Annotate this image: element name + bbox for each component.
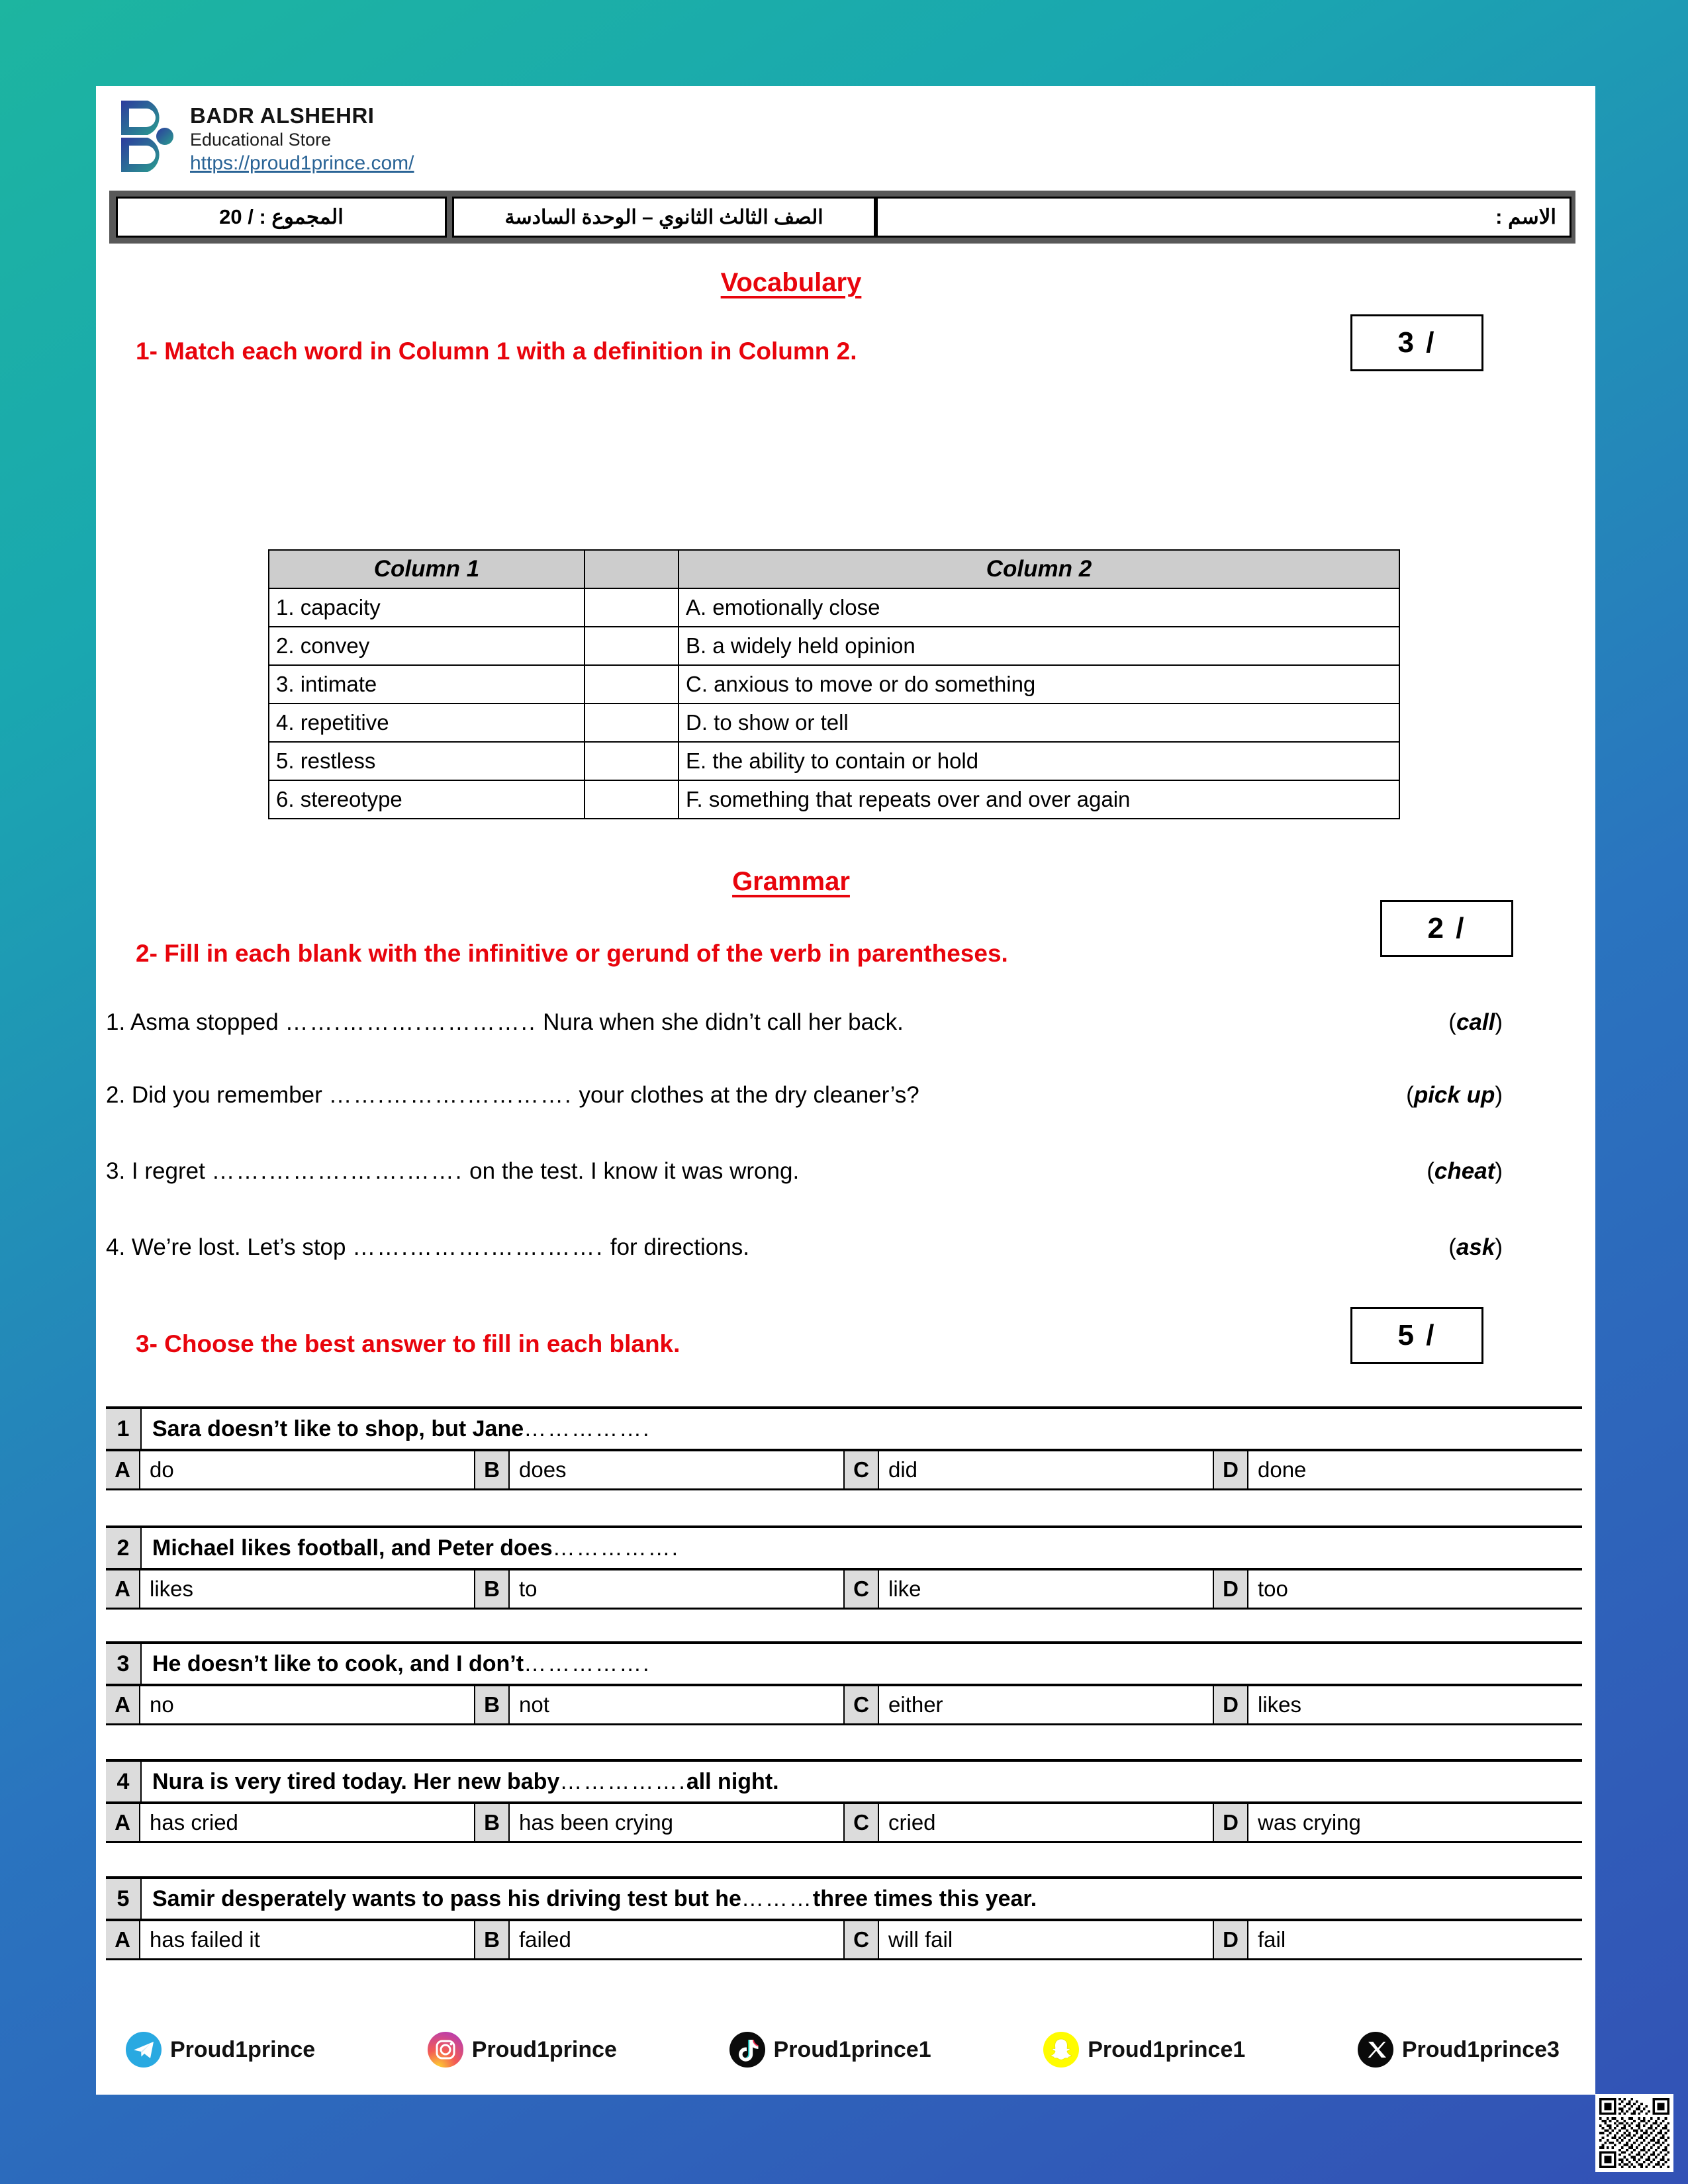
gap-text-after: Nura when she didn’t call her back. (536, 1009, 904, 1035)
option-letter: A (106, 1451, 140, 1488)
brand-subtitle: Educational Store (190, 129, 332, 150)
social-label: Proud1prince (471, 2036, 617, 2062)
question-2-heading: 2- Fill in each blank with the infinitive or gerund of the verb in parentheses. (136, 940, 1008, 967)
student-name-cell[interactable]: الاسم : (876, 197, 1571, 238)
mcq-stem-text (142, 1528, 1582, 1568)
option-value: cried (888, 1810, 936, 1835)
option-letter: C (845, 1570, 879, 1608)
mcq-block (106, 1525, 1582, 1610)
mcq-option[interactable] (845, 1451, 1214, 1488)
table-row (269, 627, 1399, 665)
answer-cell[interactable] (585, 742, 679, 780)
option-letter: D (1214, 1686, 1248, 1723)
verb-cue: (pick up) (1406, 1082, 1503, 1108)
definition-cell: F. something that repeats over and over again (679, 780, 1399, 819)
word-cell: 2. convey (269, 627, 585, 665)
mcq-stem-row (106, 1876, 1582, 1921)
mcq-option[interactable] (106, 1451, 475, 1488)
option-value: to (519, 1576, 538, 1601)
word-cell: 1. capacity (269, 588, 585, 627)
mcq-options-row (106, 1570, 1582, 1610)
option-letter: A (106, 1686, 140, 1723)
stem-before: Nura is very tired today. Her new baby (152, 1768, 560, 1794)
column-1-header: Column 1 (269, 550, 585, 588)
option-value: either (888, 1692, 943, 1717)
mcq-stem-text (142, 1409, 1582, 1449)
answer-cell[interactable] (585, 588, 679, 627)
mcq-block (106, 1406, 1582, 1490)
mcq-option[interactable] (1214, 1921, 1582, 1958)
x-icon (1357, 2031, 1394, 2068)
answer-cell[interactable] (585, 780, 679, 819)
definition-cell: E. the ability to contain or hold (679, 742, 1399, 780)
answer-cell[interactable] (585, 665, 679, 704)
gap-blank[interactable]: …….……….…………. (328, 1082, 573, 1108)
option-value: did (888, 1457, 918, 1482)
mcq-number: 2 (106, 1528, 142, 1568)
option-letter: C (845, 1686, 879, 1723)
tiktok-icon (729, 2031, 766, 2068)
social-label: Proud1prince3 (1401, 2036, 1560, 2062)
gap-fill-item (106, 1158, 1582, 1185)
mcq-stem-text (142, 1879, 1582, 1919)
social-footer (109, 2031, 1575, 2068)
mcq-option[interactable] (1214, 1451, 1582, 1488)
stem-before: Michael likes football, and Peter does (152, 1535, 553, 1561)
gap-text-before: 1. Asma stopped (106, 1009, 285, 1035)
option-letter: C (845, 1451, 879, 1488)
option-letter: C (845, 1921, 879, 1958)
option-value: does (519, 1457, 567, 1482)
column-2-header: Column 2 (679, 550, 1399, 588)
option-value: likes (150, 1576, 194, 1601)
question-3-score-box: 5 / (1350, 1307, 1483, 1364)
option-letter: D (1214, 1451, 1248, 1488)
gap-text-after: your clothes at the dry cleaner’s? (572, 1082, 919, 1108)
mcq-option[interactable] (106, 1921, 475, 1958)
mcq-stem-row (106, 1759, 1582, 1804)
option-letter: B (475, 1921, 510, 1958)
verb-cue-word: cheat (1434, 1158, 1495, 1184)
mcq-options-row (106, 1451, 1582, 1490)
verb-cue: (ask) (1448, 1234, 1503, 1260)
gap-fill-item (106, 1234, 1582, 1261)
stem-blank: ……………. (524, 1416, 651, 1441)
option-value: failed (519, 1927, 571, 1952)
mcq-option[interactable] (106, 1570, 475, 1608)
definition-cell: C. anxious to move or do something (679, 665, 1399, 704)
mcq-option[interactable] (106, 1804, 475, 1841)
mcq-option[interactable] (475, 1804, 845, 1841)
word-cell: 5. restless (269, 742, 585, 780)
mcq-option[interactable] (475, 1451, 845, 1488)
answer-column-header (585, 550, 679, 588)
definition-cell: D. to show or tell (679, 704, 1399, 742)
table-row (269, 704, 1399, 742)
option-letter: B (475, 1451, 510, 1488)
mcq-block (106, 1876, 1582, 1960)
verb-cue: (call) (1448, 1009, 1503, 1035)
gap-blank[interactable]: …….……….………….. (285, 1009, 537, 1035)
question-2-score-box: 2 / (1380, 900, 1513, 957)
option-value: likes (1258, 1692, 1302, 1717)
mcq-number: 4 (106, 1762, 142, 1801)
option-value: has failed it (150, 1927, 260, 1952)
mcq-stem-row (106, 1641, 1582, 1686)
mcq-stem-row (106, 1525, 1582, 1570)
qr-code-image (1599, 2098, 1669, 2168)
option-letter: D (1214, 1921, 1248, 1958)
instagram-icon (427, 2031, 464, 2068)
social-tiktok[interactable] (729, 2031, 931, 2068)
mcq-block (106, 1641, 1582, 1725)
mcq-option[interactable] (475, 1686, 845, 1723)
option-value: done (1258, 1457, 1307, 1482)
mcq-stem-text (142, 1762, 1582, 1801)
verb-cue: (cheat) (1427, 1158, 1503, 1184)
stem-before: He doesn’t like to cook, and I don’t (152, 1651, 524, 1676)
mcq-option[interactable] (845, 1921, 1214, 1958)
brand-name: BADR ALSHEHRI (190, 103, 375, 128)
table-header-row (269, 550, 1399, 588)
stem-before: Sara doesn’t like to shop, but Jane (152, 1416, 524, 1441)
stem-blank: ……… (741, 1886, 813, 1911)
mcq-number: 3 (106, 1644, 142, 1684)
gap-text-before: 4. We’re lost. Let’s stop (106, 1234, 353, 1260)
stem-after: all night. (686, 1768, 779, 1794)
option-letter: A (106, 1570, 140, 1608)
definition-cell: B. a widely held opinion (679, 627, 1399, 665)
verb-cue-word: ask (1456, 1234, 1495, 1260)
option-value: do (150, 1457, 174, 1482)
gap-fill-item (106, 1082, 1582, 1109)
option-value: will fail (888, 1927, 953, 1952)
option-letter: B (475, 1804, 510, 1841)
worksheet-page (96, 86, 1595, 2095)
brand-url[interactable]: https://proud1prince.com/ (190, 152, 414, 175)
social-label: Proud1prince1 (1088, 2036, 1246, 2062)
vocabulary-match-table (268, 549, 1400, 819)
social-label: Proud1prince (170, 2036, 316, 2062)
social-label: Proud1prince1 (773, 2036, 931, 2062)
word-cell: 3. intimate (269, 665, 585, 704)
table-row (269, 742, 1399, 780)
vocabulary-section-title: Vocabulary (720, 268, 862, 297)
stem-after: three times this year. (812, 1886, 1037, 1911)
snapchat-icon (1043, 2031, 1080, 2068)
mcq-option[interactable] (845, 1804, 1214, 1841)
option-value: has cried (150, 1810, 238, 1835)
mcq-stem-text (142, 1644, 1582, 1684)
option-value: too (1258, 1576, 1288, 1601)
stem-blank: ……………. (552, 1535, 680, 1561)
option-value: was crying (1258, 1810, 1361, 1835)
stem-blank: ……………. (524, 1651, 651, 1676)
mcq-option[interactable] (106, 1686, 475, 1723)
gap-text-before: 3. I regret (106, 1158, 212, 1184)
social-telegram[interactable] (125, 2031, 315, 2068)
grammar-section-title: Grammar (732, 867, 850, 896)
mcq-option[interactable] (845, 1570, 1214, 1608)
stem-before: Samir desperately wants to pass his driving test but he (152, 1886, 741, 1911)
table-row (269, 665, 1399, 704)
table-row (269, 588, 1399, 627)
worksheet-header-bar (109, 191, 1575, 244)
question-3-heading: 3- Choose the best answer to fill in each blank. (136, 1330, 680, 1357)
option-letter: A (106, 1921, 140, 1958)
telegram-icon (125, 2031, 162, 2068)
option-letter: A (106, 1804, 140, 1841)
question-1-score-box: 3 / (1350, 314, 1483, 371)
gap-text-after: for directions. (604, 1234, 749, 1260)
mcq-number: 5 (106, 1879, 142, 1919)
option-value: fail (1258, 1927, 1286, 1952)
option-letter: D (1214, 1804, 1248, 1841)
option-letter: C (845, 1804, 879, 1841)
gap-blank[interactable]: …….……….…….……. (352, 1234, 604, 1260)
option-letter: B (475, 1570, 510, 1608)
mcq-options-row (106, 1921, 1582, 1960)
stem-blank: ……………. (559, 1768, 686, 1794)
gap-text-before: 2. Did you remember (106, 1082, 329, 1108)
word-cell: 6. stereotype (269, 780, 585, 819)
verb-cue-word: pick up (1413, 1082, 1495, 1108)
brand-logo (116, 98, 414, 176)
social-x[interactable] (1357, 2031, 1560, 2068)
total-score-cell: المجموع : / 20 (116, 197, 447, 238)
answer-cell[interactable] (585, 704, 679, 742)
option-value: not (519, 1692, 549, 1717)
badr-alshehri-logo-icon (116, 98, 182, 176)
definition-cell: A. emotionally close (679, 588, 1399, 627)
mcq-options-row (106, 1804, 1582, 1843)
option-letter: D (1214, 1570, 1248, 1608)
mcq-options-row (106, 1686, 1582, 1725)
option-value: has been crying (519, 1810, 673, 1835)
question-1-heading: 1- Match each word in Column 1 with a definition in Column 2. (136, 338, 857, 365)
table-row (269, 780, 1399, 819)
option-value: like (888, 1576, 921, 1601)
gap-text-after: on the test. I know it was wrong. (463, 1158, 800, 1184)
mcq-option[interactable] (1214, 1804, 1582, 1841)
gap-blank[interactable]: …….……….…….……. (211, 1158, 463, 1184)
mcq-stem-row (106, 1406, 1582, 1451)
social-snapchat[interactable] (1043, 2031, 1245, 2068)
mcq-option[interactable] (1214, 1686, 1582, 1723)
gap-fill-item (106, 1009, 1582, 1036)
mcq-number: 1 (106, 1409, 142, 1449)
grade-unit-cell: الصف الثالث الثانوي – الوحدة السادسة (452, 197, 876, 238)
mcq-option[interactable] (475, 1921, 845, 1958)
option-value: no (150, 1692, 174, 1717)
word-cell: 4. repetitive (269, 704, 585, 742)
answer-cell[interactable] (585, 627, 679, 665)
mcq-option[interactable] (475, 1570, 845, 1608)
qr-code[interactable] (1595, 2094, 1673, 2172)
mcq-option[interactable] (1214, 1570, 1582, 1608)
social-instagram[interactable] (427, 2031, 617, 2068)
verb-cue-word: call (1456, 1009, 1495, 1035)
option-letter: B (475, 1686, 510, 1723)
mcq-option[interactable] (845, 1686, 1214, 1723)
mcq-block (106, 1759, 1582, 1843)
